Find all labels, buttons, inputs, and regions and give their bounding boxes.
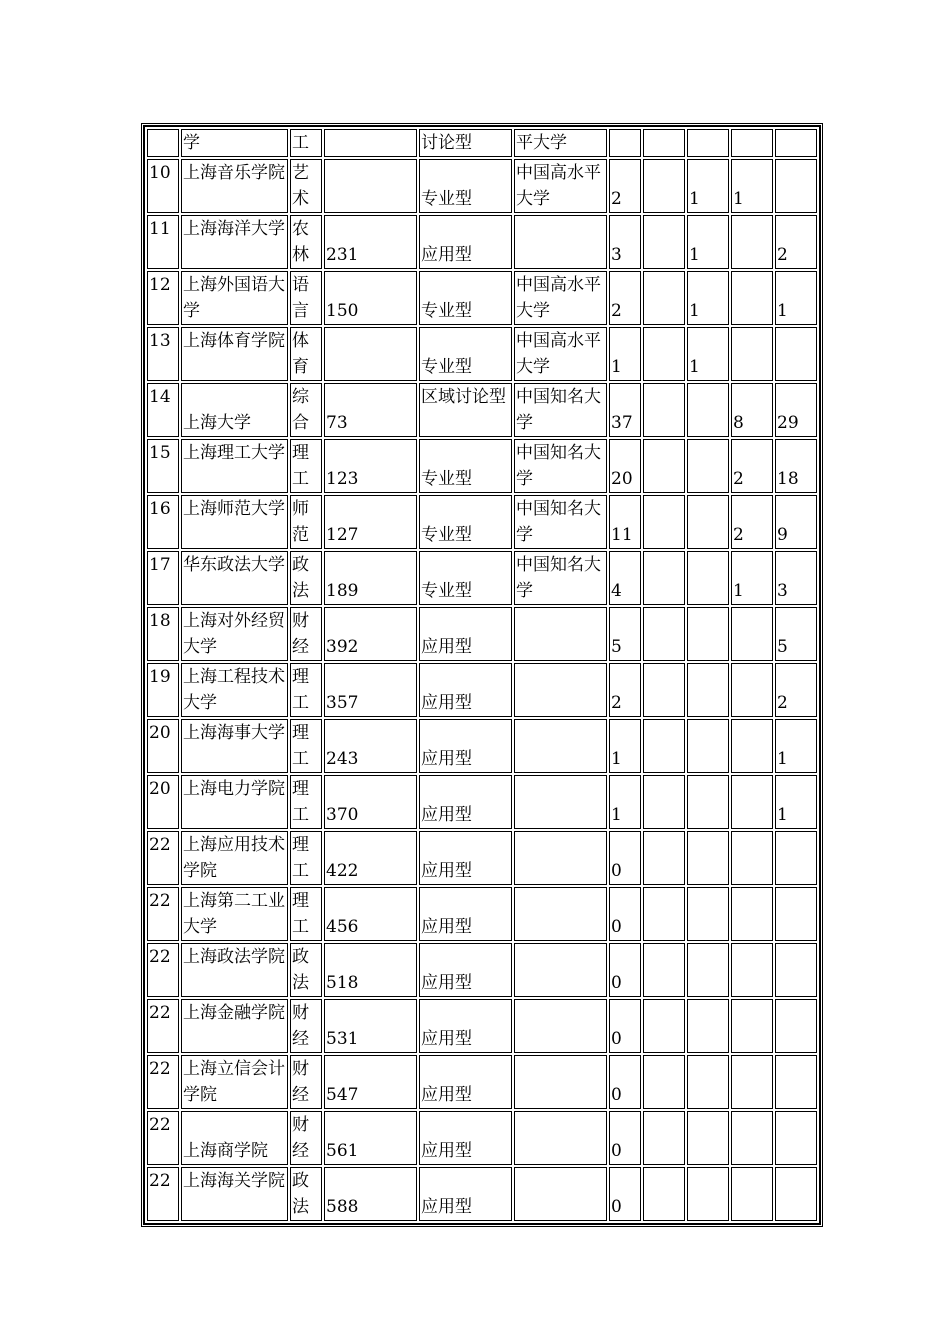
cell-count-4 (731, 129, 773, 157)
cell-level (514, 663, 607, 717)
cell-category: 理工 (290, 831, 322, 885)
cell-type: 应用型 (419, 719, 512, 773)
cell-score: 127 (324, 495, 417, 549)
cell-count-2 (643, 327, 685, 381)
cell-rank: 14 (147, 383, 179, 437)
cell-count-3 (687, 129, 729, 157)
cell-type: 应用型 (419, 607, 512, 661)
cell-count-1: 3 (609, 215, 641, 269)
cell-name: 上海对外经贸大学 (181, 607, 288, 661)
cell-count-4: 8 (731, 383, 773, 437)
cell-count-2 (643, 999, 685, 1053)
table-row (147, 887, 817, 941)
cell-category: 理工 (290, 439, 322, 493)
cell-level (514, 607, 607, 661)
cell-count-2 (643, 129, 685, 157)
table-row (147, 159, 817, 213)
cell-score: 588 (324, 1167, 417, 1221)
cell-rank: 15 (147, 439, 179, 493)
cell-count-3: 1 (687, 159, 729, 213)
cell-count-4 (731, 1111, 773, 1165)
cell-count-1: 0 (609, 943, 641, 997)
university-ranking-table (143, 125, 821, 1225)
cell-count-4: 2 (731, 495, 773, 549)
cell-category: 财经 (290, 1111, 322, 1165)
cell-type: 应用型 (419, 1111, 512, 1165)
cell-type: 应用型 (419, 999, 512, 1053)
cell-count-5: 9 (775, 495, 817, 549)
cell-level: 中国知名大学 (514, 383, 607, 437)
cell-count-2 (643, 887, 685, 941)
cell-name: 上海商学院 (181, 1111, 288, 1165)
cell-count-5 (775, 129, 817, 157)
cell-count-3 (687, 1055, 729, 1109)
cell-category: 理工 (290, 887, 322, 941)
cell-count-5: 3 (775, 551, 817, 605)
cell-rank: 11 (147, 215, 179, 269)
cell-score: 561 (324, 1111, 417, 1165)
cell-rank: 22 (147, 999, 179, 1053)
cell-score: 243 (324, 719, 417, 773)
cell-rank: 19 (147, 663, 179, 717)
cell-category: 理工 (290, 719, 322, 773)
cell-score (324, 327, 417, 381)
cell-category: 农林 (290, 215, 322, 269)
cell-count-5 (775, 999, 817, 1053)
cell-count-4 (731, 663, 773, 717)
cell-rank: 22 (147, 1167, 179, 1221)
cell-type: 讨论型 (419, 129, 512, 157)
cell-level (514, 999, 607, 1053)
cell-count-5: 1 (775, 775, 817, 829)
cell-name: 华东政法大学 (181, 551, 288, 605)
cell-count-1: 0 (609, 1055, 641, 1109)
cell-category: 财经 (290, 1055, 322, 1109)
cell-rank: 22 (147, 831, 179, 885)
cell-level: 中国知名大学 (514, 495, 607, 549)
cell-name: 上海体育学院 (181, 327, 288, 381)
cell-rank: 20 (147, 775, 179, 829)
cell-count-1 (609, 129, 641, 157)
table-row (147, 383, 817, 437)
table-row (147, 271, 817, 325)
table-row (147, 719, 817, 773)
cell-category: 政法 (290, 551, 322, 605)
cell-count-1: 0 (609, 1167, 641, 1221)
table-row (147, 1167, 817, 1221)
table-row (147, 831, 817, 885)
cell-count-1: 2 (609, 159, 641, 213)
cell-score: 392 (324, 607, 417, 661)
cell-rank: 17 (147, 551, 179, 605)
cell-name: 上海理工大学 (181, 439, 288, 493)
cell-score: 518 (324, 943, 417, 997)
cell-type: 应用型 (419, 1167, 512, 1221)
cell-name: 上海音乐学院 (181, 159, 288, 213)
cell-name: 上海电力学院 (181, 775, 288, 829)
cell-name: 上海大学 (181, 383, 288, 437)
cell-name: 上海应用技术学院 (181, 831, 288, 885)
cell-count-5 (775, 327, 817, 381)
cell-count-3 (687, 1167, 729, 1221)
table-row (147, 1111, 817, 1165)
table-row (147, 439, 817, 493)
cell-type: 专业型 (419, 551, 512, 605)
cell-count-4 (731, 1167, 773, 1221)
cell-count-2 (643, 215, 685, 269)
cell-score: 547 (324, 1055, 417, 1109)
cell-type: 专业型 (419, 495, 512, 549)
cell-score: 370 (324, 775, 417, 829)
cell-count-3 (687, 775, 729, 829)
cell-score (324, 159, 417, 213)
cell-level: 中国知名大学 (514, 551, 607, 605)
cell-type: 专业型 (419, 271, 512, 325)
cell-type: 应用型 (419, 1055, 512, 1109)
cell-count-5: 2 (775, 663, 817, 717)
cell-name: 上海立信会计学院 (181, 1055, 288, 1109)
cell-name: 上海工程技术大学 (181, 663, 288, 717)
cell-count-1: 1 (609, 719, 641, 773)
cell-type: 区域讨论型 (419, 383, 512, 437)
cell-count-4 (731, 943, 773, 997)
cell-count-5: 5 (775, 607, 817, 661)
cell-level (514, 1167, 607, 1221)
cell-level (514, 831, 607, 885)
table-row (147, 327, 817, 381)
cell-count-1: 0 (609, 831, 641, 885)
cell-rank: 18 (147, 607, 179, 661)
table-row (147, 775, 817, 829)
cell-category: 工 (290, 129, 322, 157)
cell-category: 理工 (290, 775, 322, 829)
cell-count-2 (643, 831, 685, 885)
cell-score: 357 (324, 663, 417, 717)
cell-rank (147, 129, 179, 157)
cell-type: 专业型 (419, 439, 512, 493)
table-row (147, 607, 817, 661)
cell-count-5 (775, 1111, 817, 1165)
cell-count-2 (643, 775, 685, 829)
cell-name: 上海海洋大学 (181, 215, 288, 269)
cell-rank: 20 (147, 719, 179, 773)
cell-count-1: 4 (609, 551, 641, 605)
cell-count-4: 1 (731, 159, 773, 213)
cell-score (324, 129, 417, 157)
cell-category: 理工 (290, 663, 322, 717)
cell-level (514, 1111, 607, 1165)
table-row (147, 551, 817, 605)
cell-count-4: 1 (731, 551, 773, 605)
cell-level (514, 215, 607, 269)
cell-category: 政法 (290, 1167, 322, 1221)
cell-count-4 (731, 215, 773, 269)
cell-count-1: 2 (609, 663, 641, 717)
cell-name: 上海金融学院 (181, 999, 288, 1053)
cell-count-3: 1 (687, 215, 729, 269)
cell-category: 语言 (290, 271, 322, 325)
cell-count-3 (687, 999, 729, 1053)
cell-category: 财经 (290, 607, 322, 661)
cell-rank: 22 (147, 1111, 179, 1165)
cell-count-1: 1 (609, 775, 641, 829)
cell-count-4 (731, 775, 773, 829)
cell-count-1: 20 (609, 439, 641, 493)
cell-score: 531 (324, 999, 417, 1053)
cell-count-4 (731, 327, 773, 381)
cell-count-4: 2 (731, 439, 773, 493)
cell-type: 应用型 (419, 831, 512, 885)
cell-type: 应用型 (419, 215, 512, 269)
cell-count-2 (643, 1055, 685, 1109)
cell-count-3 (687, 495, 729, 549)
cell-level (514, 719, 607, 773)
cell-score: 422 (324, 831, 417, 885)
cell-rank: 13 (147, 327, 179, 381)
cell-name: 上海师范大学 (181, 495, 288, 549)
cell-count-3 (687, 887, 729, 941)
cell-rank: 22 (147, 943, 179, 997)
cell-count-5 (775, 887, 817, 941)
cell-count-1: 0 (609, 1111, 641, 1165)
cell-rank: 12 (147, 271, 179, 325)
cell-score: 123 (324, 439, 417, 493)
cell-count-4 (731, 999, 773, 1053)
cell-count-5 (775, 943, 817, 997)
cell-count-2 (643, 607, 685, 661)
cell-count-2 (643, 383, 685, 437)
cell-level: 中国知名大学 (514, 439, 607, 493)
cell-count-2 (643, 271, 685, 325)
cell-type: 专业型 (419, 327, 512, 381)
cell-count-4 (731, 271, 773, 325)
cell-count-1: 5 (609, 607, 641, 661)
cell-count-2 (643, 943, 685, 997)
cell-category: 体育 (290, 327, 322, 381)
cell-level: 中国高水平大学 (514, 159, 607, 213)
cell-count-1: 37 (609, 383, 641, 437)
table-row (147, 495, 817, 549)
cell-count-4 (731, 607, 773, 661)
cell-name: 上海外国语大学 (181, 271, 288, 325)
cell-type: 应用型 (419, 943, 512, 997)
cell-type: 专业型 (419, 159, 512, 213)
cell-name: 上海海事大学 (181, 719, 288, 773)
cell-count-4 (731, 1055, 773, 1109)
cell-count-2 (643, 1167, 685, 1221)
cell-category: 艺术 (290, 159, 322, 213)
cell-count-3 (687, 1111, 729, 1165)
table-row (147, 1055, 817, 1109)
cell-name: 学 (181, 129, 288, 157)
cell-count-4 (731, 831, 773, 885)
cell-count-3: 1 (687, 271, 729, 325)
table-body (147, 129, 817, 1221)
cell-score: 189 (324, 551, 417, 605)
cell-count-5: 2 (775, 215, 817, 269)
cell-level: 平大学 (514, 129, 607, 157)
cell-category: 政法 (290, 943, 322, 997)
cell-count-3 (687, 719, 729, 773)
cell-count-3 (687, 383, 729, 437)
cell-score: 456 (324, 887, 417, 941)
cell-count-2 (643, 439, 685, 493)
cell-type: 应用型 (419, 663, 512, 717)
cell-count-5 (775, 1167, 817, 1221)
cell-level (514, 775, 607, 829)
cell-count-1: 2 (609, 271, 641, 325)
cell-count-4 (731, 887, 773, 941)
cell-count-1: 1 (609, 327, 641, 381)
cell-category: 财经 (290, 999, 322, 1053)
cell-level (514, 1055, 607, 1109)
cell-count-1: 11 (609, 495, 641, 549)
cell-count-5: 1 (775, 271, 817, 325)
cell-rank: 22 (147, 1055, 179, 1109)
table-row (147, 999, 817, 1053)
cell-count-4 (731, 719, 773, 773)
cell-category: 综合 (290, 383, 322, 437)
cell-count-1: 0 (609, 999, 641, 1053)
cell-rank: 22 (147, 887, 179, 941)
cell-score: 231 (324, 215, 417, 269)
table-row-continued (147, 129, 817, 157)
cell-count-2 (643, 719, 685, 773)
cell-level: 中国高水平大学 (514, 327, 607, 381)
cell-count-3 (687, 607, 729, 661)
table-row (147, 663, 817, 717)
cell-score: 150 (324, 271, 417, 325)
table-row (147, 943, 817, 997)
cell-count-5: 1 (775, 719, 817, 773)
cell-count-2 (643, 495, 685, 549)
cell-count-1: 0 (609, 887, 641, 941)
cell-count-2 (643, 1111, 685, 1165)
cell-count-5 (775, 159, 817, 213)
cell-score: 73 (324, 383, 417, 437)
cell-count-3 (687, 831, 729, 885)
cell-count-2 (643, 551, 685, 605)
cell-count-5 (775, 831, 817, 885)
cell-level (514, 943, 607, 997)
cell-count-5: 18 (775, 439, 817, 493)
cell-count-3 (687, 943, 729, 997)
cell-level (514, 887, 607, 941)
cell-rank: 16 (147, 495, 179, 549)
cell-rank: 10 (147, 159, 179, 213)
cell-count-3 (687, 663, 729, 717)
cell-count-3 (687, 439, 729, 493)
cell-type: 应用型 (419, 887, 512, 941)
cell-level: 中国高水平大学 (514, 271, 607, 325)
cell-count-2 (643, 663, 685, 717)
cell-name: 上海第二工业大学 (181, 887, 288, 941)
cell-count-2 (643, 159, 685, 213)
cell-count-5: 29 (775, 383, 817, 437)
cell-name: 上海政法学院 (181, 943, 288, 997)
cell-count-3 (687, 551, 729, 605)
cell-count-5 (775, 1055, 817, 1109)
cell-type: 应用型 (419, 775, 512, 829)
cell-count-3: 1 (687, 327, 729, 381)
cell-name: 上海海关学院 (181, 1167, 288, 1221)
cell-category: 师范 (290, 495, 322, 549)
table-row (147, 215, 817, 269)
